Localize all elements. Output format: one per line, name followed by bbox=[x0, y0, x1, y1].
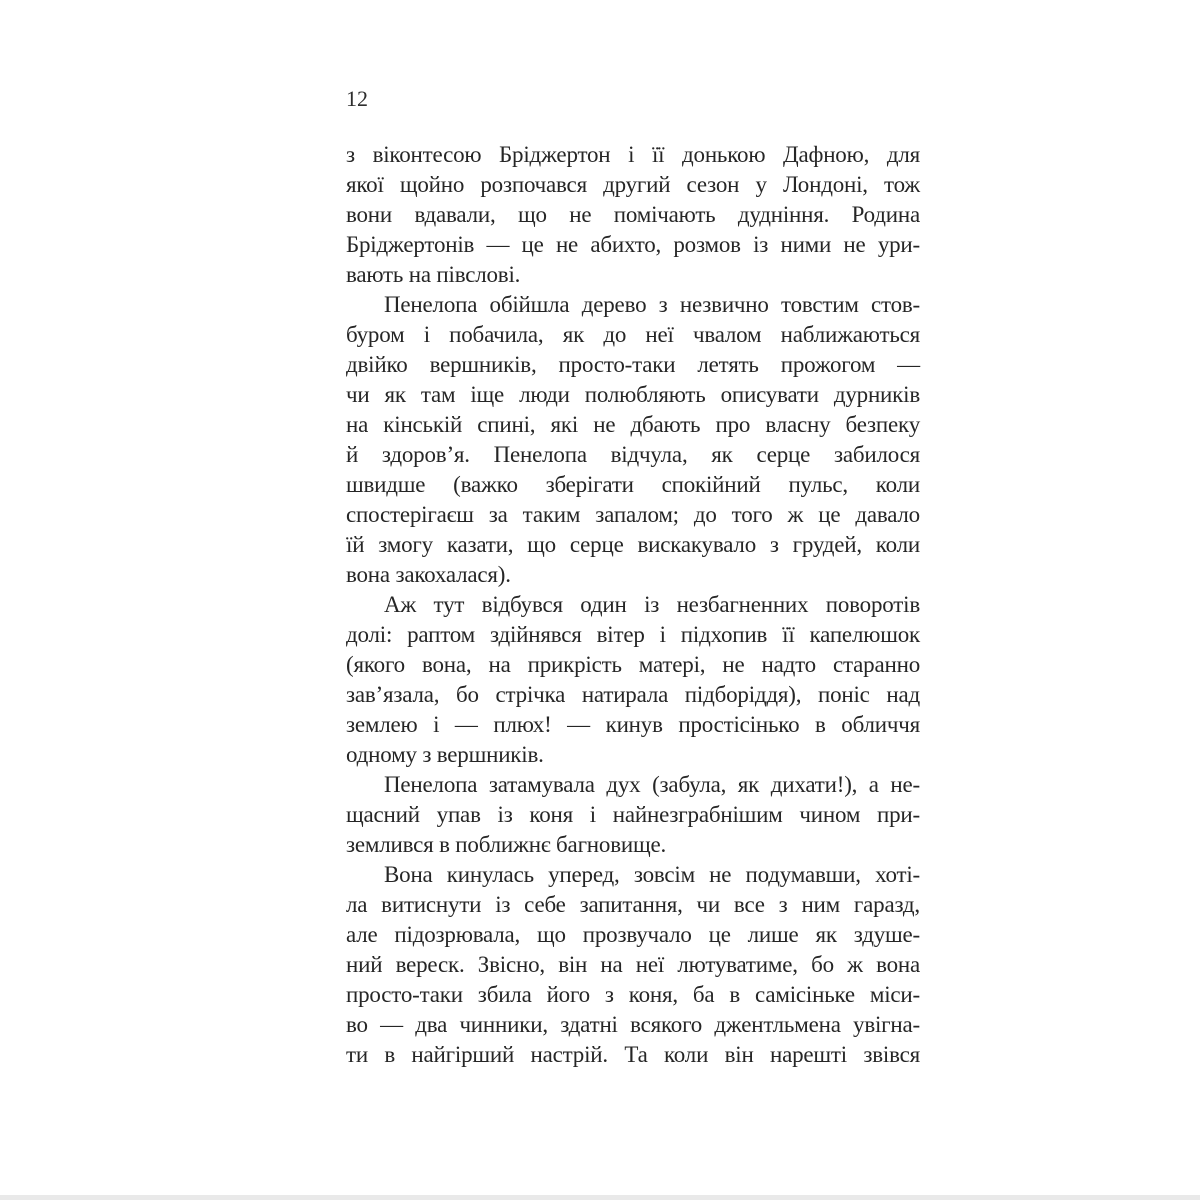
text-line: вають на півслові. bbox=[346, 262, 521, 287]
text-line: з віконтесою Бріджертон і її донькою Дафною, для bbox=[346, 142, 920, 167]
text-line: Вона кинулась уперед, зовсім не подумавши, хоті- bbox=[384, 862, 920, 887]
page-edge-shadow bbox=[0, 1195, 1200, 1200]
text-line: во — два чинники, здатні всякого джентльмена увігна- bbox=[346, 1012, 920, 1037]
page-number: 12 bbox=[346, 86, 368, 111]
text-line: швидше (важко зберігати спокійний пульс, коли bbox=[346, 472, 920, 497]
text-line: спостерігаєш за таким запалом; до того ж це давало bbox=[346, 502, 920, 527]
text-line: одному з вершників. bbox=[346, 742, 544, 767]
text-line: їй змогу казати, що серце вискакувало з грудей, коли bbox=[346, 532, 920, 557]
text-line: чи як там іще люди полюбляють описувати дурників bbox=[346, 382, 920, 407]
text-line: ний вереск. Звісно, він на неї лютуватиме, бо ж вона bbox=[346, 952, 920, 977]
text-line: землився в поближнє багновище. bbox=[346, 832, 667, 857]
text-line: Бріджертонів — це не абихто, розмов із ними не ури- bbox=[346, 232, 920, 257]
text-line: вона закохалася). bbox=[346, 562, 511, 587]
text-line: (якого вона, на прикрість матері, не надто старанно bbox=[346, 652, 920, 677]
text-line: на кінській спині, які не дбають про власну безпеку bbox=[346, 412, 920, 437]
text-line: ла витиснути із себе запитання, чи все з ним гаразд, bbox=[346, 892, 920, 917]
text-line: ти в найгірший настрій. Та коли він нарешті звівся bbox=[346, 1042, 920, 1067]
text-line: Аж тут відбувся один із незбагненних поворотів bbox=[384, 592, 920, 617]
text-line: щасний упав із коня і найнезграбнішим чином при- bbox=[346, 802, 920, 827]
text-line: зав’язала, бо стрічка натирала підборіддя), поніс над bbox=[346, 682, 920, 707]
text-line: просто-таки збила його з коня, ба в самісіньке міси- bbox=[346, 982, 920, 1007]
text-line: Пенелопа обійшла дерево з незвично товстим стов- bbox=[384, 292, 920, 317]
text-line: й здоров’я. Пенелопа відчула, як серце забилося bbox=[346, 442, 920, 467]
text-line: двійко вершників, просто-таки летять прожогом — bbox=[346, 352, 920, 377]
text-line: але підозрювала, що прозвучало це лише як здуше- bbox=[346, 922, 920, 947]
text-line: землею і — плюх! — кинув простісінько в обличчя bbox=[346, 712, 920, 737]
text-line: якої щойно розпочався другий сезон у Лондоні, тож bbox=[346, 172, 920, 197]
text-line: долі: раптом здійнявся вітер і підхопив її капелюшок bbox=[346, 622, 920, 647]
text-line: буром і побачила, як до неї чвалом наближаються bbox=[346, 322, 920, 347]
text-line: Пенелопа затамувала дух (забула, як дихати!), а не- bbox=[384, 772, 920, 797]
body-text-block bbox=[346, 140, 920, 1070]
text-line: вони вдавали, що не помічають дудніння. Родина bbox=[346, 202, 920, 227]
